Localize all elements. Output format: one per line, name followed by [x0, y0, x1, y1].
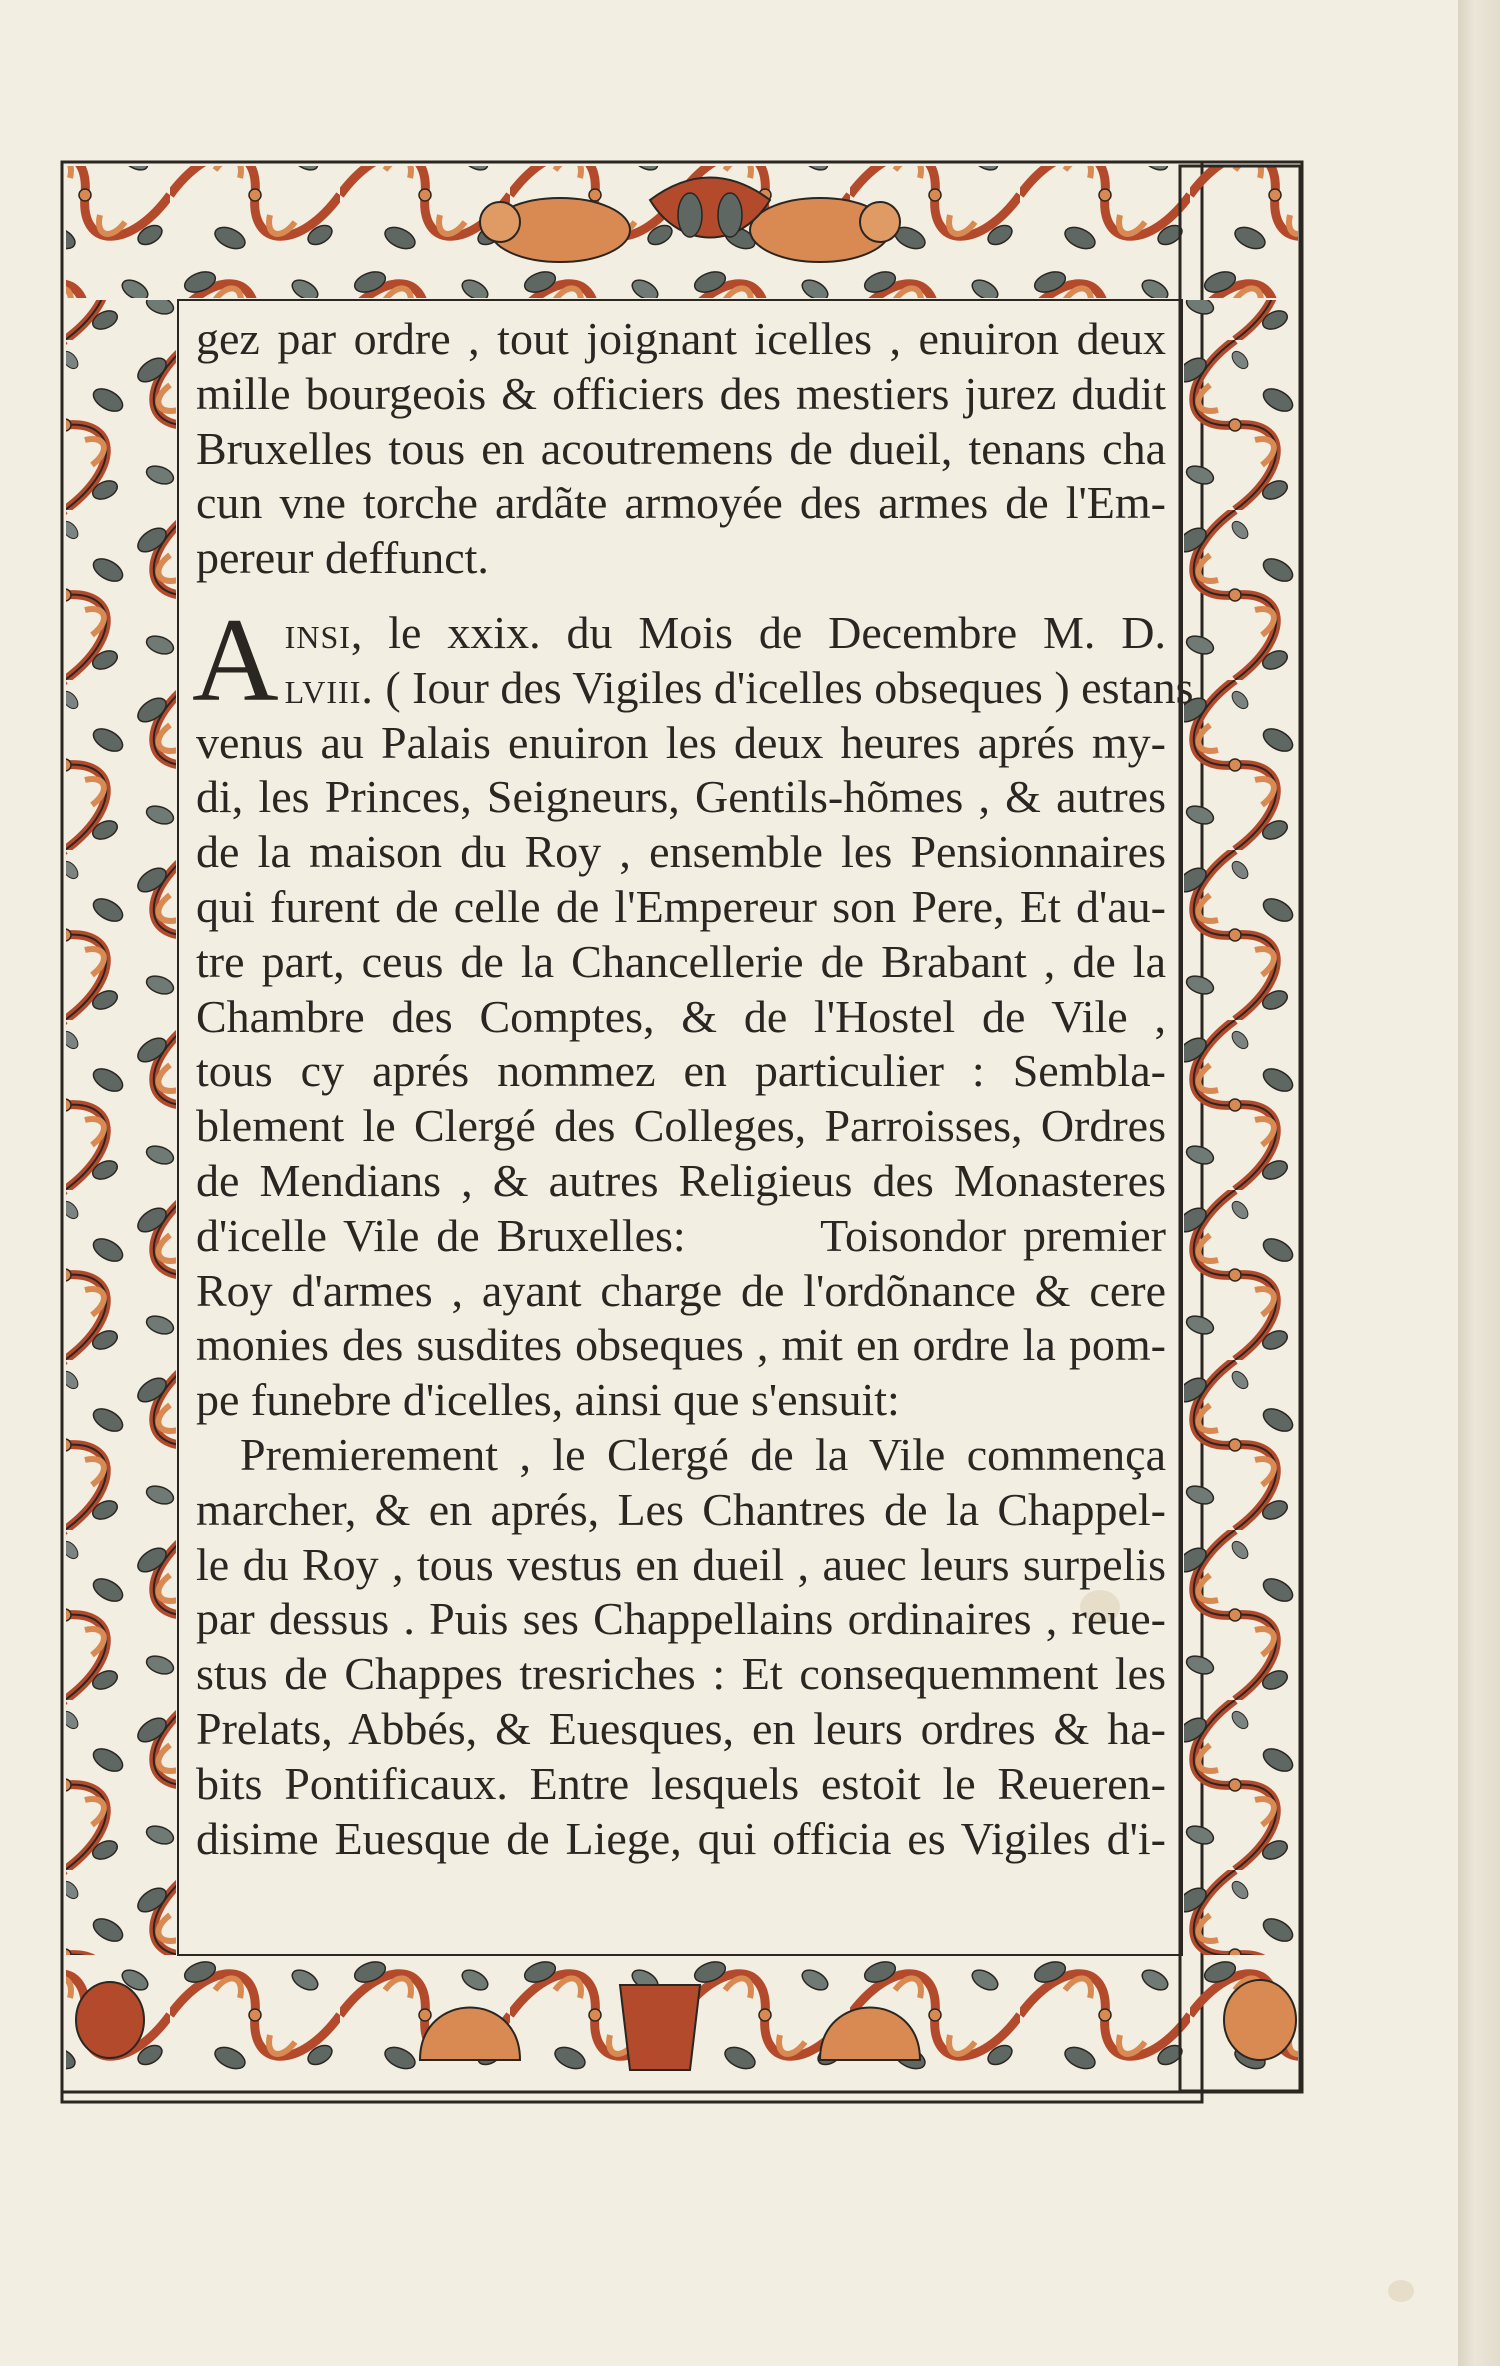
text-line: Bruxelles tous en acoutremens de dueil, tenans cha	[196, 422, 1166, 474]
text-line: gez par ordre , tout joignant icelles , enuiron deux	[196, 313, 1166, 364]
small-caps-word: lviii.	[284, 661, 374, 713]
text-line: marcher, & en aprés, Les Chantres de la Chappel-	[196, 1483, 1166, 1535]
text-line	[196, 606, 1166, 661]
text-line: par dessus . Puis ses Chappellains ordinaires , reue-	[196, 1593, 1166, 1645]
text-line: di, les Princes, Seigneurs, Gentils-hõmes , & autres	[196, 771, 1166, 823]
paragraph-3	[196, 1428, 1166, 1866]
drop-cap: A	[192, 592, 279, 726]
text-line: de Mendians , & autres Religieus des Monasteres	[196, 1154, 1166, 1206]
text-line: venus au Palais enuiron les deux heures aprés my-	[196, 716, 1166, 768]
text-line: pereur deffunct.	[196, 532, 489, 584]
text-line: bits Pontificaux. Entre lesquels estoit le Reueren-	[196, 1757, 1166, 1809]
watermark	[40, 1180, 180, 1880]
body-text	[192, 312, 1194, 1866]
text-line: le du Roy , tous vestus en dueil , auec leurs surpelis	[196, 1538, 1166, 1590]
text-line: qui furent de celle de l'Empereur son Pere, Et d'au-	[196, 880, 1166, 932]
text-line: Chambre des Comptes, & de l'Hostel de Vile ,	[196, 990, 1166, 1042]
small-caps-word: insi	[284, 606, 351, 658]
page-edge	[1458, 0, 1500, 2366]
text-line: blement le Clergé des Colleges, Parroisses, Ordres	[196, 1100, 1166, 1152]
text-line	[196, 661, 1194, 716]
text-line: tre part, ceus de la Chancellerie de Brabant , de la	[196, 935, 1166, 987]
text-run: , le xxix. du Mois de Decembre M. D.	[350, 606, 1166, 658]
text-line: Premierement , le Clergé de la Vile commença	[240, 1428, 1166, 1480]
paragraph-1	[196, 312, 1166, 586]
text-line: Roy d'armes , ayant charge de l'ordõnance & cere	[196, 1264, 1166, 1316]
text-line: pe funebre d'icelles, ainsi que s'ensuit:	[196, 1374, 900, 1426]
paragraph-2	[192, 592, 1194, 1428]
text-line: disime Euesque de Liege, qui officia es Vigiles d'i-	[196, 1812, 1166, 1864]
text-line: d'icelle Vile de Bruxelles: Toisondor premier	[196, 1209, 1166, 1261]
text-line: de la maison du Roy , ensemble les Pensionnaires	[196, 826, 1166, 878]
text-run: ( Iour des Vigiles d'icelles obseques ) estans	[373, 661, 1194, 713]
text-line: mille bourgeois & officiers des mestiers jurez dudit	[196, 367, 1166, 419]
text-line: monies des susdites obseques , mit en ordre la pom-	[196, 1319, 1166, 1371]
text-line: Prelats, Abbés, & Euesques, en leurs ordres & ha-	[196, 1702, 1166, 1754]
text-line: cun vne torche ardãte armoyée des armes de l'Em-	[196, 477, 1166, 529]
text-line: stus de Chappes tresriches : Et consequemment les	[196, 1648, 1166, 1700]
text-line: tous cy aprés nommez en particulier : Sembla-	[196, 1045, 1166, 1097]
